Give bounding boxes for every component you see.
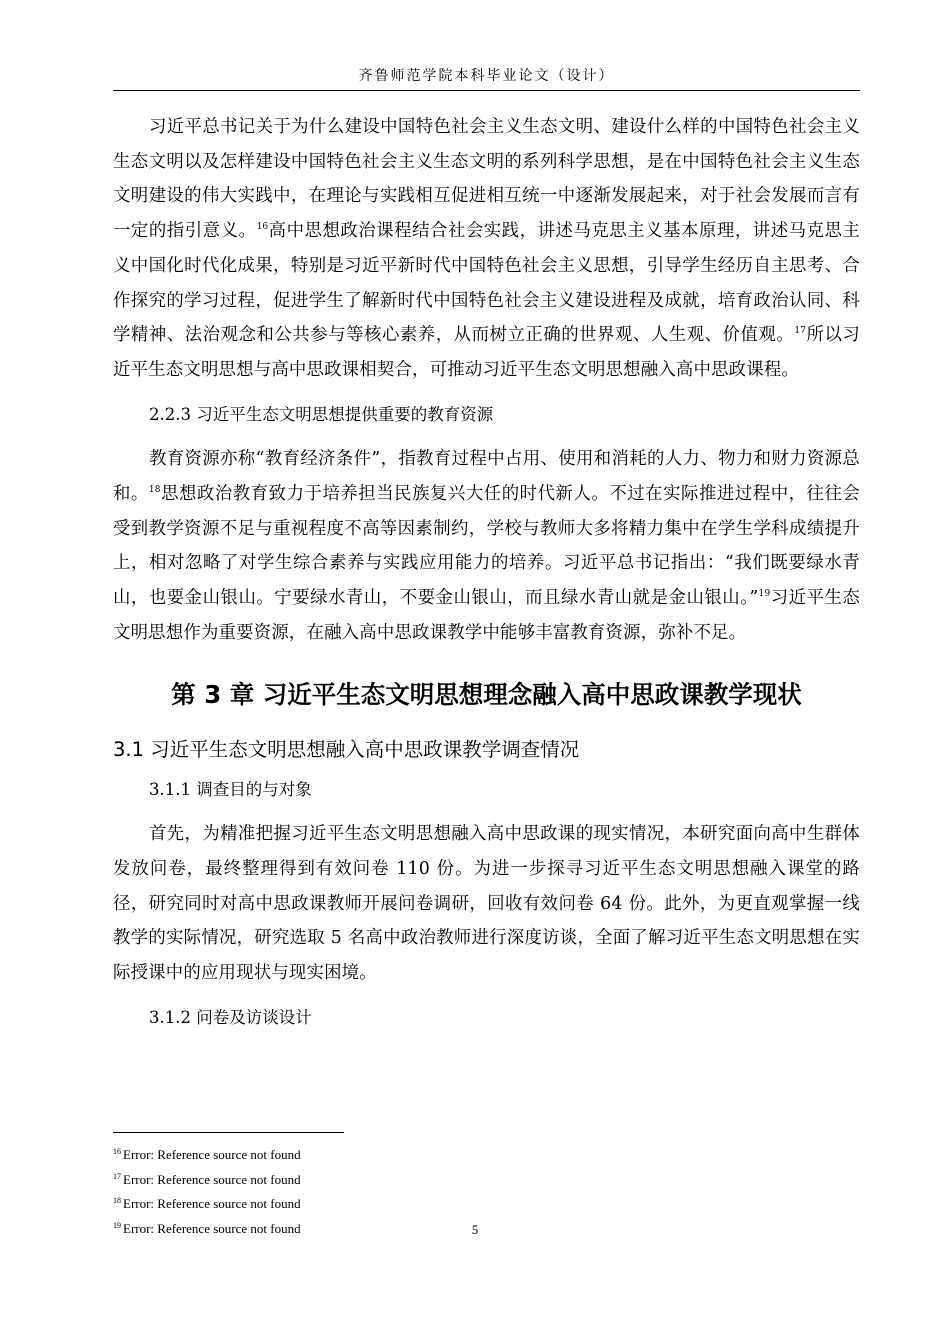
footnote-ref[interactable]: 19 xyxy=(758,589,771,600)
page-number: 5 xyxy=(471,1222,479,1237)
footnote-number: 19 xyxy=(113,1220,121,1230)
footnote-text: Error: Reference source not found xyxy=(123,1220,301,1236)
paragraph-ecological-thought xyxy=(113,110,860,388)
footnote-ref[interactable]: 18 xyxy=(148,485,161,496)
paragraph-text: 所以习近平生态文明思想与高中思政课相契合，可推动习近平生态文明思想融入高中思政课程。 xyxy=(113,325,860,380)
footnote-separator xyxy=(113,1132,344,1133)
paragraph-text: 习近平生态文明思想作为重要资源，在融入高中思政课教学中能够丰富教育资源，弥补不足。 xyxy=(113,588,860,643)
footnote xyxy=(113,1190,613,1215)
paragraph-text: 教育资源亦称“教育经济条件”，指教育过程中占用、使用和消耗的人力、物力和财力资源总和。 xyxy=(113,449,860,505)
footnote xyxy=(113,1215,613,1240)
running-header: 齐鲁师范学院本科毕业论文（设计） xyxy=(358,68,615,84)
header-rule xyxy=(113,90,860,91)
body-text xyxy=(113,110,860,1035)
footnote-number: 18 xyxy=(113,1196,121,1205)
footnote-text: Error: Reference source not found xyxy=(123,1171,301,1187)
footnote-number: 17 xyxy=(113,1171,121,1181)
footnote-text: Error: Reference source not found xyxy=(123,1147,301,1162)
footnote-number: 16 xyxy=(113,1147,121,1156)
paragraph-survey-purpose: 首先，为精准把握习近平生态文明思想融入高中思政课的现实情况，本研究面向高中生群体发放问卷，最终整理得到有效问卷 110 份。为进一步探寻习近平生态文明思想融入课堂的路径，研究同时对高中思政课教师开展问卷调研，回收有效问卷 64 份。此外，为更直观掌握一线教学的实际情况，研究选取 5 名高中政治教师进行深度访谈，全面了解习近平生态文明思想在实际授课中的应用现状与现实困境。 xyxy=(113,824,860,984)
subsection-heading-3-1-2: 3.1.2 问卷及访谈设计 xyxy=(149,1007,312,1027)
paragraph-text: 高中思想政治课程结合社会实践，讲述马克思主义基本原理，讲述马克思主义中国化时代化成果，特别是习近平新时代中国特色社会主义思想，引导学生经历自主思考、合作探究的学习过程，促进学生了解新时代中国特色社会主义建设进程及成就，培育政治认同、科学精神、法治观念和公共参与等核心素养，从而树立正确的世界观、人生观、价值观。 xyxy=(113,221,860,346)
footnote-ref[interactable]: 17 xyxy=(794,326,807,337)
subsection-heading-2-2-3: 2.2.3 习近平生态文明思想提供重要的教育资源 xyxy=(149,404,494,424)
section-heading-3-1: 3.1 习近平生态文明思想融入高中思政课教学调查情况 xyxy=(113,737,580,761)
chapter-heading: 第 3 章 习近平生态文明思想理念融入高中思政课教学现状 xyxy=(171,679,802,709)
footnote-ref[interactable]: 16 xyxy=(256,222,269,233)
footnote xyxy=(113,1141,613,1166)
footnote-text: Error: Reference source not found xyxy=(123,1196,301,1211)
footnote xyxy=(113,1166,613,1191)
subsection-heading-3-1-1: 3.1.1 调查目的与对象 xyxy=(149,779,312,799)
paragraph-text: 习近平总书记关于为什么建设中国特色社会主义生态文明、建设什么样的中国特色社会主义生态文明以及怎样建设中国特色社会主义生态文明的系列科学思想，是在中国特色社会主义生态文明建设的伟大实践中，在理论与实践相互促进相互统一中逐渐发展起来，对于社会发展而言有一定的指引意义。 xyxy=(113,117,860,242)
paragraph-text: 思想政治教育致力于培养担当民族复兴大任的时代新人。不过在实际推进过程中，往往会受到教学资源不足与重视程度不高等因素制约，学校与教师大多将精力集中在学生学科成绩提升上，相对忽略了对学生综合素养与实践应用能力的培养。习近平总书记指出：“我们既要绿水青山，也要金山银山。宁要绿水青山，不要金山银山，而且绿水青山就是金山银山。” xyxy=(113,484,861,609)
paragraph-education-resources xyxy=(113,442,860,650)
footnotes xyxy=(113,1141,613,1239)
